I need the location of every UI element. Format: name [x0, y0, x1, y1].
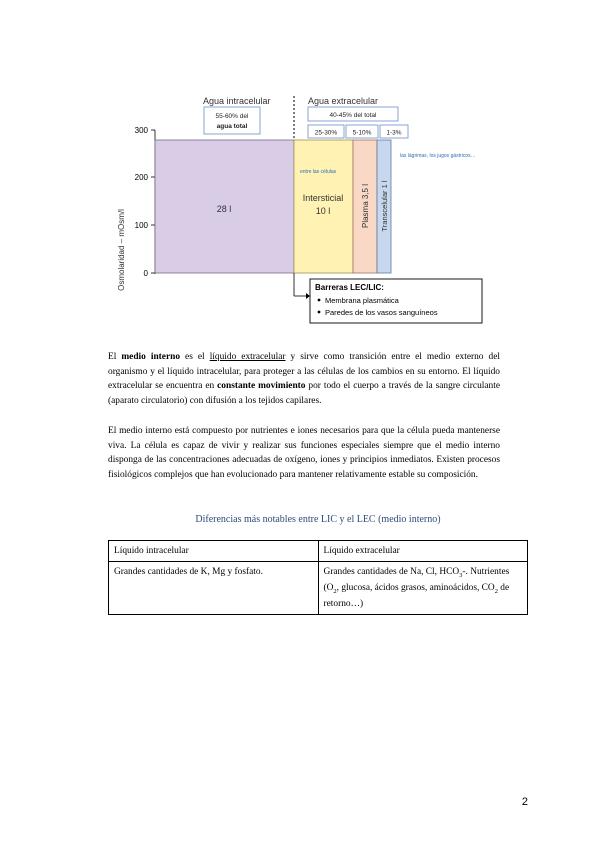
- page-number: 2: [521, 796, 528, 808]
- barrier-title: Barreras LEC/LIC:: [315, 283, 384, 292]
- plasma-label: Plasma 3,5 l: [361, 183, 370, 229]
- intracelular-volume: 28 l: [216, 204, 232, 214]
- box-extra-text: 40-45% del total: [329, 112, 377, 119]
- table-cell-extracelular: [318, 562, 528, 615]
- y-tick-label-200: 200: [134, 173, 148, 182]
- barrier-item-1: Membrana plasmática: [325, 296, 399, 305]
- y-axis-label: Osmolaridad – mOsm/l: [117, 209, 126, 291]
- arrow-head-icon: [306, 293, 310, 299]
- p1-bold-constante-movimiento: constante movimiento: [217, 381, 306, 392]
- bullet-icon: [318, 299, 321, 302]
- pct-plasma: 5-10%: [352, 129, 372, 137]
- transcelular-note: las lágrimas, los jugos gástricos…: [400, 153, 476, 159]
- between-cells-note: entre las células: [300, 169, 337, 175]
- table-caption: Diferencias más notables entre LIC y el LEC (medio interno): [195, 514, 441, 525]
- intersticial-volume: 10 l: [315, 206, 331, 216]
- bullet-icon: [318, 311, 321, 314]
- pct-intersticial: 25-30%: [314, 129, 338, 137]
- table-header-extracelular: Líquido extracelular: [318, 541, 528, 562]
- fluid-compartments-diagram: [110, 90, 500, 330]
- transcelular-label: Transcelular 1 l: [380, 180, 389, 232]
- intersticial-label: Intersticial: [302, 193, 344, 203]
- paragraph-medio-interno: [108, 350, 500, 408]
- y-tick-label-0: 0: [143, 269, 148, 278]
- label-extracelular: Agua extracelular: [308, 96, 379, 106]
- p1-bold-medio-interno: medio interno: [121, 352, 181, 362]
- barrier-item-2: Paredes de los vasos sanguíneos: [325, 308, 438, 317]
- cell-sub: 3: [459, 571, 463, 579]
- p1-text-3: y sirve como transición entre el medio externo del organismo y el líquido intracelular, para proteger a las células de los cambios en su entorno. El líquido extracelular se encuentra en: [108, 352, 500, 392]
- cell-text: , glucosa, ácidos grasos, aminoácidos, CO: [336, 582, 495, 593]
- p1-text-4: por todo el cuerpo a través de la sangre circulante (aparato circulatorio) con difusión a los tejidos capilares.: [108, 381, 500, 406]
- label-intracelular: Agua intracelular: [203, 96, 271, 106]
- cell-sub: 2: [494, 587, 498, 595]
- cell-text: de retorno…): [323, 582, 510, 609]
- p1-text-2: es el: [180, 352, 210, 362]
- table-row: [109, 562, 528, 615]
- box-intra-line1: 55-60% del: [215, 113, 249, 120]
- cell-text: -. Nutrientes (O: [323, 567, 510, 593]
- comparison-table: [108, 540, 528, 615]
- table-row: [109, 541, 528, 562]
- cell-text: Grandes cantidades de Na, Cl, HCO: [323, 567, 460, 577]
- box-intra-line2: agua total: [216, 123, 248, 130]
- fluid-compartments-figure: [110, 90, 500, 330]
- pct-transcelular: 1-3%: [386, 129, 402, 137]
- cell-sub: 2: [333, 587, 337, 595]
- p1-underline-liquido-extracelular: líquido extracelular: [209, 352, 286, 362]
- paragraph-composicion: El medio interno está compuesto por nutrientes e iones necesarios para que la célula pueda mantenerse viva. La célula es capaz de vivir y realizar sus funciones especiales siempre que el medio interno disponga de las concentraciones adecuadas de oxígeno, iones y principios inmediatos. Existen procesos fisiológicos complejos que han evolucionado para mantener relativamente estable su composición.: [108, 426, 500, 480]
- y-tick-label-300: 300: [134, 126, 148, 135]
- p1-text-1: El: [108, 352, 122, 362]
- table-header-intracelular: Líquido intracelular: [109, 541, 319, 562]
- table-cell-intracelular: Grandes cantidades de K, Mg y fosfato.: [109, 562, 319, 615]
- y-tick-label-100: 100: [134, 221, 148, 230]
